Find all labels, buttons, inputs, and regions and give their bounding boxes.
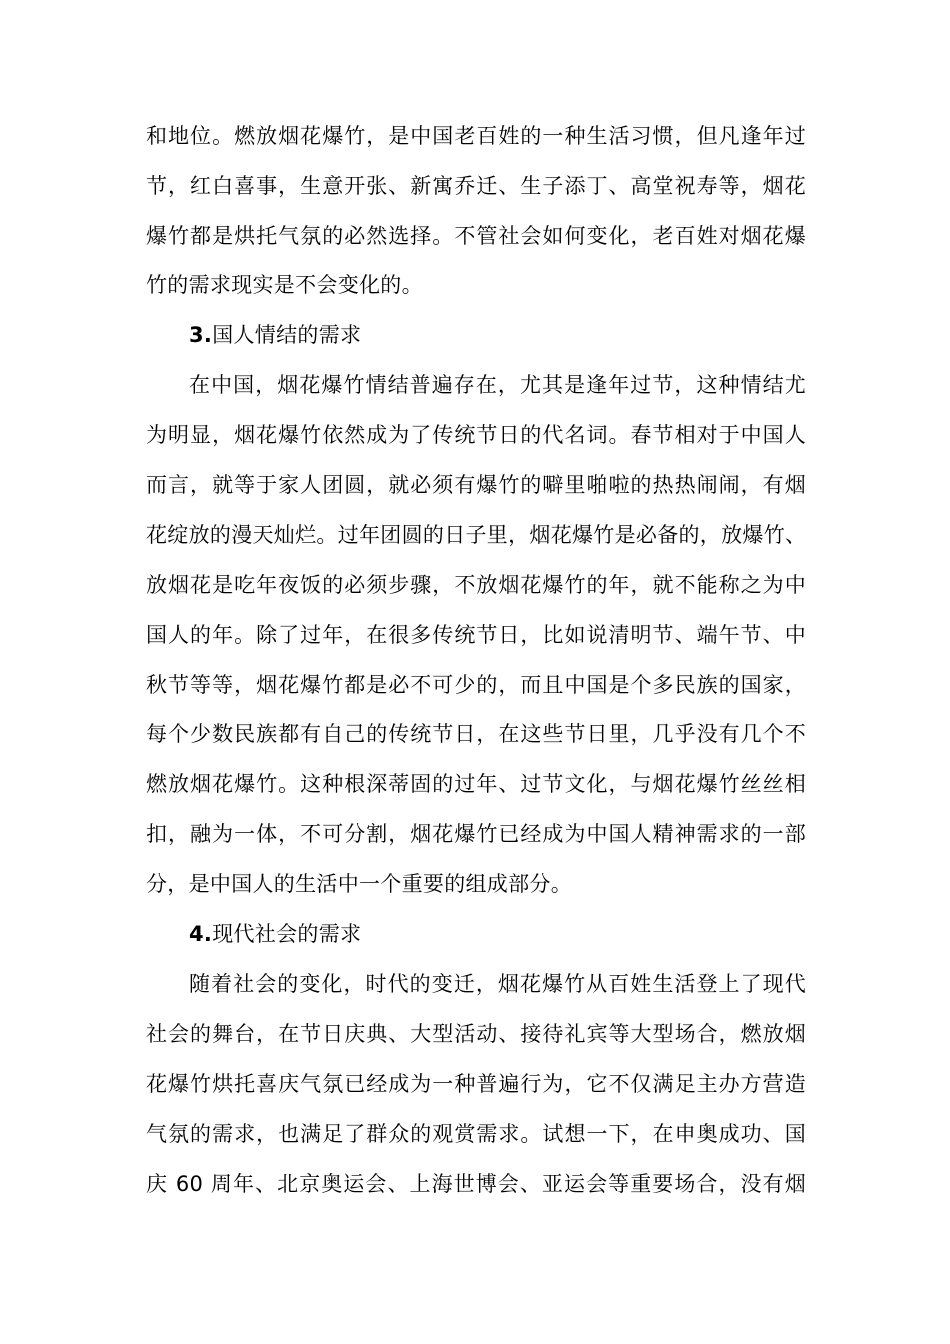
paragraph-line: 每个少数民族都有自己的传统节日，在这些节日里，几乎没有几个不 — [146, 722, 806, 746]
paragraph-line: 在中国，烟花爆竹情结普遍存在，尤其是逢年过节，这种情结尤 — [189, 373, 806, 397]
paragraph-line: 分，是中国人的生活中一个重要的组成部分。 — [146, 872, 572, 896]
section-heading-4 — [189, 922, 849, 946]
paragraph-line: 爆竹都是烘托气氛的必然选择。不管社会如何变化，老百姓对烟花爆 — [146, 224, 806, 248]
paragraph-line: 而言，就等于家人团圆，就必须有爆竹的噼里啪啦的热热闹闹，有烟 — [146, 473, 806, 497]
heading-title: 现代社会的需求 — [212, 922, 362, 946]
paragraph-line: 竹的需求现实是不会变化的。 — [146, 273, 423, 297]
paragraph-line: 为明显，烟花爆竹依然成为了传统节日的代名词。春节相对于中国人 — [146, 423, 806, 447]
paragraph-line: 节，红白喜事，生意开张、新寓乔迁、生子添丁、高堂祝寿等，烟花 — [146, 174, 806, 198]
heading-number: 4. — [189, 922, 213, 946]
paragraph-line: 秋节等等，烟花爆竹都是必不可少的，而且中国是个多民族的国家， — [146, 673, 806, 697]
paragraph-line: 庆 60 周年、北京奥运会、上海世博会、亚运会等重要场合，没有烟 — [146, 1172, 806, 1196]
paragraph-line: 花爆竹烘托喜庆气氛已经成为一种普遍行为，它不仅满足主办方营造 — [146, 1072, 806, 1096]
paragraph-line: 花绽放的漫天灿烂。过年团圆的日子里，烟花爆竹是必备的，放爆竹、 — [146, 523, 807, 547]
paragraph-line: 放烟花是吃年夜饭的必须步骤，不放烟花爆竹的年，就不能称之为中 — [146, 573, 806, 597]
heading-number: 3. — [189, 323, 213, 347]
paragraph-line: 和地位。燃放烟花爆竹，是中国老百姓的一种生活习惯，但凡逢年过 — [146, 124, 806, 148]
heading-title: 国人情结的需求 — [212, 323, 362, 347]
paragraph-line: 燃放烟花爆竹。这种根深蒂固的过年、过节文化，与烟花爆竹丝丝相 — [146, 772, 806, 796]
paragraph-line: 国人的年。除了过年，在很多传统节日，比如说清明节、端午节、中 — [146, 623, 806, 647]
paragraph-line: 气氛的需求，也满足了群众的观赏需求。试想一下，在申奥成功、国 — [146, 1122, 806, 1146]
section-heading-3 — [189, 323, 849, 347]
paragraph-line: 随着社会的变化，时代的变迁，烟花爆竹从百姓生活登上了现代 — [189, 972, 806, 996]
paragraph-line: 社会的舞台，在节日庆典、大型活动、接待礼宾等大型场合，燃放烟 — [146, 1022, 806, 1046]
paragraph-line: 扣，融为一体，不可分割，烟花爆竹已经成为中国人精神需求的一部 — [146, 822, 806, 846]
